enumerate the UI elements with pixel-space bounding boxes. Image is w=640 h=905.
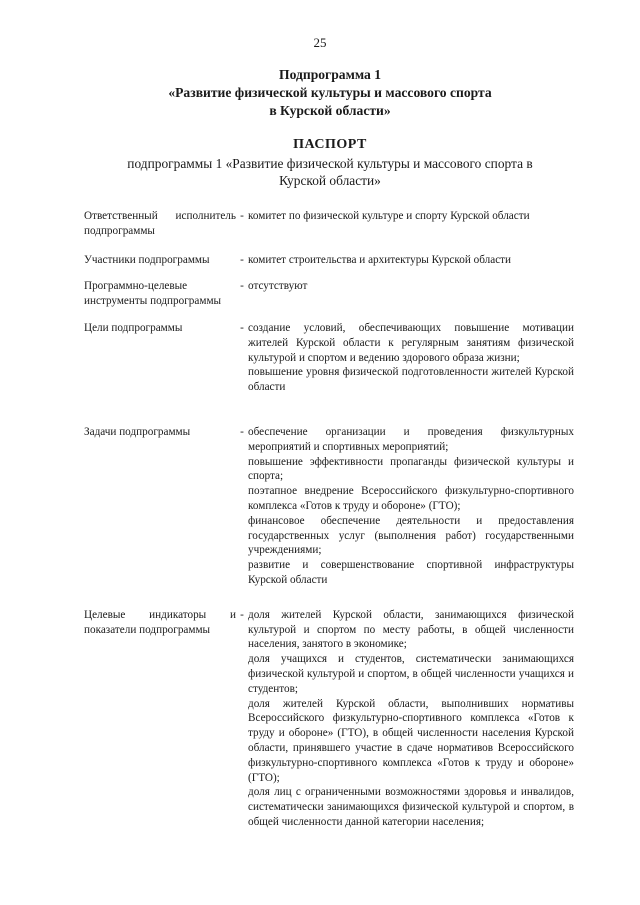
passport-title: ПАСПОРТ (293, 137, 367, 152)
page-number: 25 (313, 35, 327, 50)
row-dash: - (240, 253, 244, 266)
row-label: Программно-целевые инструменты подпрограммы (84, 280, 222, 308)
row-value-item: повышение уровня физической подготовленности жителей Курской области (248, 366, 574, 394)
passport-subtitle (80, 155, 580, 189)
row-label: Задачи подпрограммы (84, 425, 191, 438)
passport-row-indicators (84, 608, 574, 830)
passport-table (84, 209, 574, 830)
row-value (248, 321, 574, 395)
row-label: Цели подпрограммы (84, 321, 183, 334)
row-dash: - (240, 210, 244, 222)
row-value-item: создание условий, обеспечивающих повышение мотивации жителей Курской области к регулярным занятиям физической культурой и спортом и ведению здорового образа жизни; (248, 321, 574, 364)
row-label: Ответственный исполнитель подпрограммы (84, 210, 236, 237)
row-dash: - (240, 280, 244, 293)
row-value (248, 253, 574, 268)
row-value-item: доля лиц с ограниченными возможностями здоровья и инвалидов, систематически занимающихся физической культурой и спортом, в общей численности данной категории населения; (248, 786, 574, 828)
passport-row-participants (84, 253, 574, 268)
row-value (248, 209, 574, 224)
subprogram-heading-line1: Подпрограмма 1 (279, 67, 381, 82)
passport-subtitle-line2: Курской области» (279, 173, 381, 188)
row-value-item: комитет строительства и архитектуры Курской области (248, 253, 512, 266)
row-value (248, 425, 574, 588)
row-label: Участники подпрограммы (84, 253, 210, 266)
row-value-item: обеспечение организации и проведения физкультурных мероприятий и спортивных мероприятий; (248, 425, 574, 453)
row-value-item: отсутствуют (248, 280, 308, 293)
subprogram-heading-line3: в Курской области» (269, 103, 391, 118)
row-value-item: финансовое обеспечение деятельности и предоставления государственных услуг (выполнения работ) государственными учреждениями; (248, 514, 574, 557)
row-label: Целевые индикаторы и показатели подпрограммы (84, 608, 236, 636)
row-value-item: поэтапное внедрение Всероссийского физкультурно-спортивного комплекса «Готов к труду и обороне» (ГТО); (248, 485, 574, 512)
passport-row-tasks (84, 425, 574, 588)
passport-row-instruments (84, 279, 574, 309)
passport-row-responsible (84, 209, 574, 239)
row-dash: - (240, 321, 244, 334)
row-value-item: развитие и совершенствование спортивной инфраструктуры Курской области (248, 559, 574, 586)
passport-subtitle-line1: подпрограммы 1 «Развитие физической культуры и массового спорта в (127, 156, 533, 171)
subprogram-heading-line2: «Развитие физической культуры и массового спорта (168, 85, 492, 100)
subprogram-heading (60, 66, 600, 120)
row-dash: - (240, 608, 244, 621)
row-value-item: комитет по физической культуре и спорту Курской области (248, 210, 530, 222)
row-value-item: доля учащихся и студентов, систематически занимающихся физической культурой и спортом, в общей численности учащихся и студентов; (248, 653, 574, 695)
row-value (248, 608, 574, 830)
row-value-item: доля жителей Курской области, занимающихся физической культурой и спортом по месту работы, в общей численности населения, занятого в экономике; (248, 608, 574, 651)
row-value-item: доля жителей Курской области, выполнивших нормативы Всероссийского физкультурно-спортивного комплекса «Готов к труду и обороне» (ГТО), в общей численности населения Курской области, принявшего участие в сдаче нормативов Всероссийского физкультурно-спортивного комплекса «Готов к труду и обороне» (ГТО); (248, 697, 574, 784)
row-value (248, 279, 574, 294)
row-value-item: повышение эффективности пропаганды физической культуры и спорта; (248, 455, 574, 483)
passport-row-goals (84, 321, 574, 395)
row-dash: - (240, 425, 244, 438)
